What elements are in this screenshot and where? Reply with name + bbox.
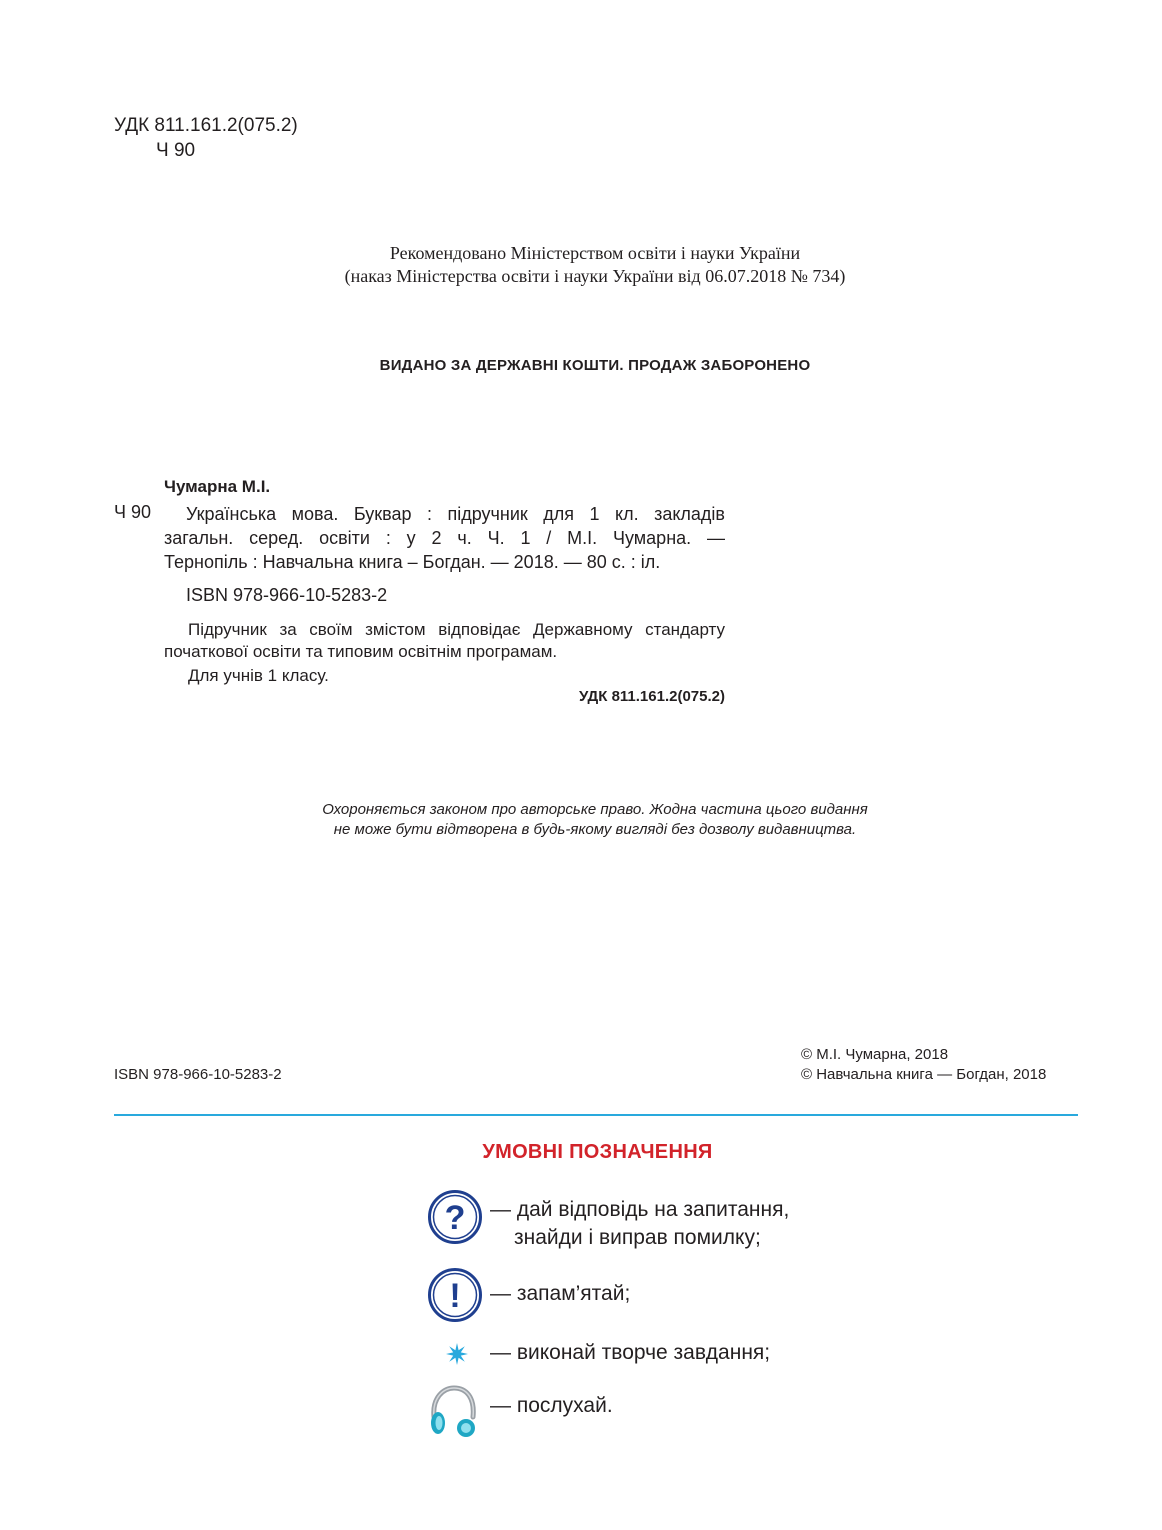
copyright-author: © М.І. Чумарна, 2018 bbox=[801, 1046, 949, 1063]
svg-text:!: ! bbox=[449, 1277, 461, 1315]
svg-text:?: ? bbox=[444, 1199, 466, 1237]
legend-question-line-1: — дай відповідь на запитання, bbox=[490, 1198, 790, 1221]
free-distribution-notice: ВИДАНО ЗА ДЕРЖАВНІ КОШТИ. ПРОДАЖ ЗАБОРОНЕНО bbox=[379, 357, 811, 374]
section-divider bbox=[114, 1114, 1078, 1116]
exclamation-icon bbox=[427, 1267, 483, 1328]
bibliography-line-2: загальн. серед. освіти : у 2 ч. Ч. 1 / М.І. Чумарна. — bbox=[164, 528, 725, 548]
catalog-code: Ч 90 bbox=[114, 502, 152, 522]
catalog-isbn: ISBN 978-966-10-5283-2 bbox=[186, 585, 388, 605]
legend-headphones-text: — послухай. bbox=[490, 1394, 613, 1417]
legend-question-line-2: знайди і виправ помилку; bbox=[514, 1226, 761, 1249]
recommendation-line-1: Рекомендовано Міністерством освіти і науки України bbox=[389, 243, 801, 263]
catalog-code-header: Ч 90 bbox=[156, 140, 196, 161]
question-icon bbox=[427, 1189, 483, 1250]
footer-isbn: ISBN 978-966-10-5283-2 bbox=[114, 1066, 282, 1083]
headphones-icon bbox=[426, 1383, 480, 1444]
legend-title: УМОВНІ ПОЗНАЧЕННЯ bbox=[482, 1141, 713, 1163]
annotation-line-2: початкової освіти та типовим освітнім програмам. bbox=[164, 642, 558, 661]
bibliography-line-3: Тернопіль : Навчальна книга – Богдан. — 2018. — 80 с. : іл. bbox=[164, 552, 661, 572]
star-icon bbox=[446, 1343, 468, 1370]
recommendation-line-2: (наказ Міністерства освіти і науки України від 06.07.2018 № 734) bbox=[344, 266, 846, 286]
annotation-line-1: Підручник за своїм змістом відповідає Державному стандарту bbox=[188, 620, 725, 639]
copyright-law-line-2: не може бути відтворена в будь-якому вигляді без дозволу видавництва. bbox=[333, 821, 857, 838]
catalog-udk: УДК 811.161.2(075.2) bbox=[578, 688, 725, 705]
copyright-law-line-1: Охороняється законом про авторське право. Жодна частина цього видання bbox=[322, 801, 868, 818]
author-name: Чумарна М.І. bbox=[164, 477, 271, 496]
ministry-recommendation bbox=[0, 242, 1162, 288]
udk-header: УДК 811.161.2(075.2) bbox=[114, 115, 298, 136]
audience-note: Для учнів 1 класу. bbox=[188, 666, 329, 685]
bibliography-line-1: Українська мова. Буквар : підручник для 1 кл. закладів bbox=[186, 504, 725, 524]
legend-exclamation-text: — запам’ятай; bbox=[490, 1282, 631, 1305]
legend-star-text: — виконай творче завдання; bbox=[490, 1341, 771, 1364]
copyright-law-notice bbox=[0, 800, 1162, 840]
copyright-publisher: © Навчальна книга — Богдан, 2018 bbox=[801, 1066, 1047, 1083]
